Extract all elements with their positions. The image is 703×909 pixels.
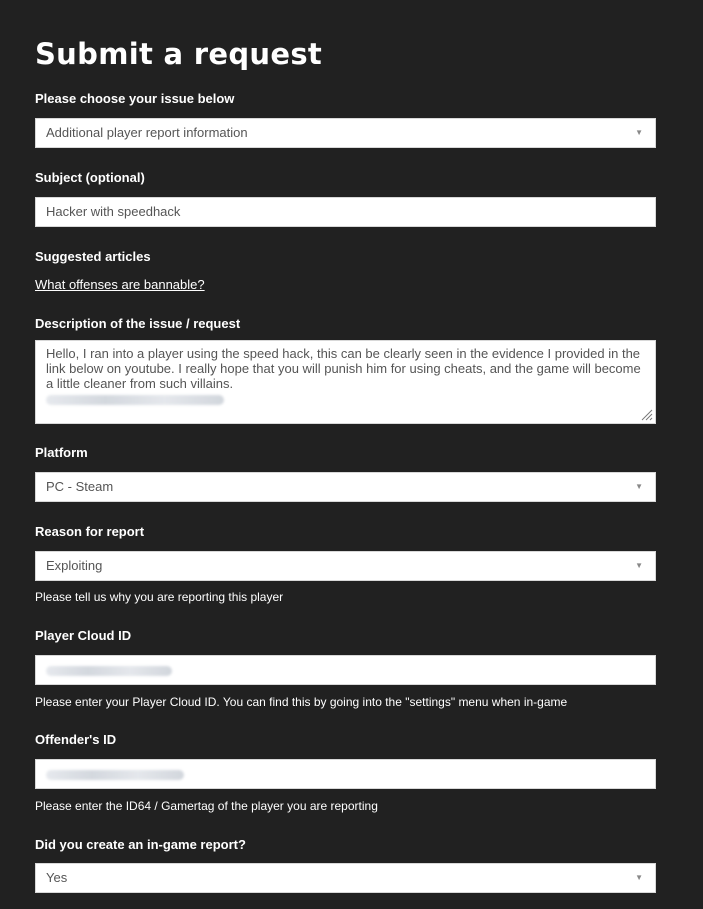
description-label: Description of the issue / request — [35, 316, 241, 331]
chevron-down-icon: ▼ — [635, 482, 643, 491]
platform-select[interactable] — [35, 472, 656, 502]
subject-label: Subject (optional) — [35, 170, 145, 185]
suggested-articles-label: Suggested articles — [35, 249, 151, 264]
platform-label: Platform — [35, 445, 88, 460]
ingame-report-select[interactable] — [35, 863, 656, 893]
reason-selected-value: Exploiting — [46, 558, 103, 573]
platform-selected-value: PC - Steam — [46, 479, 114, 494]
chevron-down-icon: ▼ — [635, 128, 643, 137]
resize-handle-icon[interactable] — [641, 409, 653, 421]
reason-label: Reason for report — [35, 524, 145, 539]
offender-id-input[interactable] — [35, 759, 656, 789]
redacted-player-id — [46, 666, 172, 676]
subject-input[interactable] — [35, 197, 656, 227]
ingame-report-selected-value: Yes — [46, 870, 68, 885]
description-value: Hello, I ran into a player using the speed hack, this can be clearly seen in the evidence I provided in the link below on youtube. I really hope that you will punish him for using cheats, and the game will become a little cleaner from such villains. — [46, 346, 641, 391]
ingame-report-label: Did you create an in-game report? — [35, 837, 246, 852]
offender-id-label: Offender's ID — [35, 732, 117, 747]
subject-value: Hacker with speedhack — [46, 204, 181, 219]
reason-hint: Please tell us why you are reporting this player — [35, 590, 284, 604]
page-title: Submit a request — [35, 37, 323, 71]
suggested-article-link[interactable]: What offenses are bannable? — [35, 277, 205, 292]
player-cloud-id-input[interactable] — [35, 655, 656, 685]
reason-select[interactable] — [35, 551, 656, 581]
player-cloud-id-hint: Please enter your Player Cloud ID. You can find this by going into the "settings" menu when in-game — [35, 695, 568, 709]
offender-id-hint: Please enter the ID64 / Gamertag of the player you are reporting — [35, 799, 378, 813]
description-textarea[interactable] — [35, 340, 656, 424]
chevron-down-icon: ▼ — [635, 561, 643, 570]
redacted-link — [46, 395, 224, 405]
issue-selected-value: Additional player report information — [46, 125, 248, 140]
redacted-offender-id — [46, 770, 184, 780]
issue-select[interactable] — [35, 118, 656, 148]
chevron-down-icon: ▼ — [635, 873, 643, 882]
issue-label: Please choose your issue below — [35, 91, 235, 106]
player-cloud-id-label: Player Cloud ID — [35, 628, 132, 643]
